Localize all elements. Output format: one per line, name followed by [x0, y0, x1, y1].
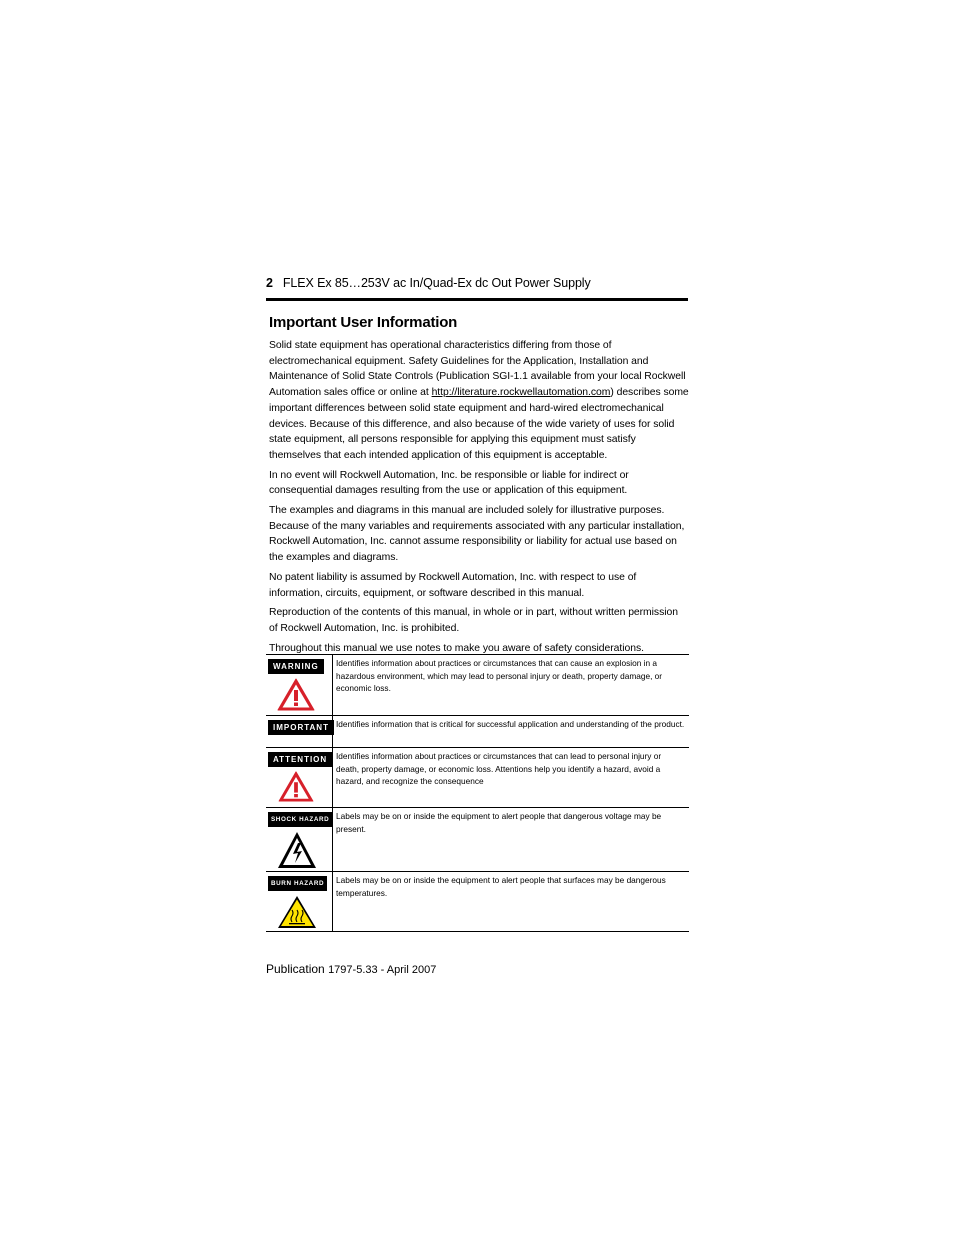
- note-row-attention: [266, 748, 689, 808]
- note-row-shock-hazard: [266, 808, 689, 872]
- note-symbol-cell: [266, 872, 333, 932]
- paragraph-5: Reproduction of the contents of this manual, in whole or in part, without written permission of Rockwell Automation, Inc. is prohibited.: [269, 607, 678, 634]
- main-content: [269, 314, 689, 660]
- header-divider: [266, 298, 688, 301]
- note-symbol-cell: [266, 716, 333, 748]
- note-row-important: [266, 716, 689, 748]
- shock-hazard-icon: [277, 830, 317, 870]
- note-symbol-cell: [266, 748, 333, 808]
- burn-hazard-description: Labels may be on or inside the equipment to alert people that surfaces may be dangerous temperatures.: [336, 875, 666, 898]
- note-symbol-cell: [266, 808, 333, 872]
- attention-description: Identifies information about practices or circumstances that can lead to personal injury or death, property damage, or economic loss. Attentions help you identify a hazard, avoid a hazard, and recognize the consequence: [336, 751, 662, 787]
- section-title: Important User Information: [269, 314, 458, 331]
- warning-triangle-icon: [277, 677, 315, 711]
- attention-triangle-icon: [277, 770, 315, 802]
- warning-description: Identifies information about practices or circumstances that can cause an explosion in a hazardous environment, which may lead to personal injury or death, property damage, or economic loss.: [336, 658, 663, 694]
- page-footer: [266, 962, 436, 976]
- publication-number: 1797-5.33 - April 2007: [328, 964, 437, 976]
- shock-hazard-label: SHOCK HAZARD: [268, 812, 332, 827]
- paragraph-1-text-b: ) describes some important differences between solid state equipment and hard-wired electromechanical devices. Because of this difference, and also because of the wide variety of uses for solid state equipment, all persons responsible for applying this equipment must satisfy themselves that each intended application of this equipment is acceptable.: [269, 387, 689, 461]
- page-header: [266, 276, 591, 290]
- paragraph-2: In no event will Rockwell Automation, Inc. be responsible or liable for indirect or consequential damages resulting from the use or application of this equipment.: [269, 469, 629, 497]
- important-description: Identifies information that is critical for successful application and understanding of the product.: [336, 719, 685, 729]
- burn-hazard-label: BURN HAZARD: [268, 876, 327, 891]
- paragraph-6: Throughout this manual we use notes to make you aware of safety considerations.: [269, 642, 644, 654]
- safety-notes-table: [266, 654, 689, 932]
- important-label: IMPORTANT: [268, 720, 334, 735]
- document-title: FLEX Ex 85…253V ac In/Quad-Ex dc Out Power Supply: [282, 276, 591, 290]
- paragraph-1-text-a: Solid state equipment has operational characteristics differing from those of electromechanical equipment. Safety Guidelines for the Application, Installation and Maintenance of Solid State Controls (Publication SGI-1.1 available from your local Rockwell Automation sales office or online at: [269, 340, 686, 399]
- warning-label: WARNING: [268, 659, 324, 674]
- literature-link[interactable]: http://literature.rockwellautomation.com: [431, 387, 611, 399]
- page-number: 2: [266, 276, 273, 290]
- paragraph-1: [269, 338, 689, 464]
- attention-label: ATTENTION: [268, 752, 332, 767]
- note-row-burn-hazard: [266, 872, 689, 932]
- note-symbol-cell: [266, 655, 333, 716]
- paragraph-3: The examples and diagrams in this manual are included solely for illustrative purposes. Because of the many variables and requirements associated with any particular installation, Rockwell Automation, Inc. cannot assume responsibility or liability for actual use based on the examples and diagrams.: [269, 505, 685, 564]
- shock-hazard-description: Labels may be on or inside the equipment to alert people that dangerous voltage may be present.: [336, 811, 662, 834]
- burn-hazard-icon: [277, 894, 317, 930]
- footer-label: Publication: [266, 962, 325, 976]
- paragraph-4: No patent liability is assumed by Rockwell Automation, Inc. with respect to use of information, circuits, equipment, or software described in this manual.: [269, 571, 637, 599]
- note-row-warning: [266, 655, 689, 716]
